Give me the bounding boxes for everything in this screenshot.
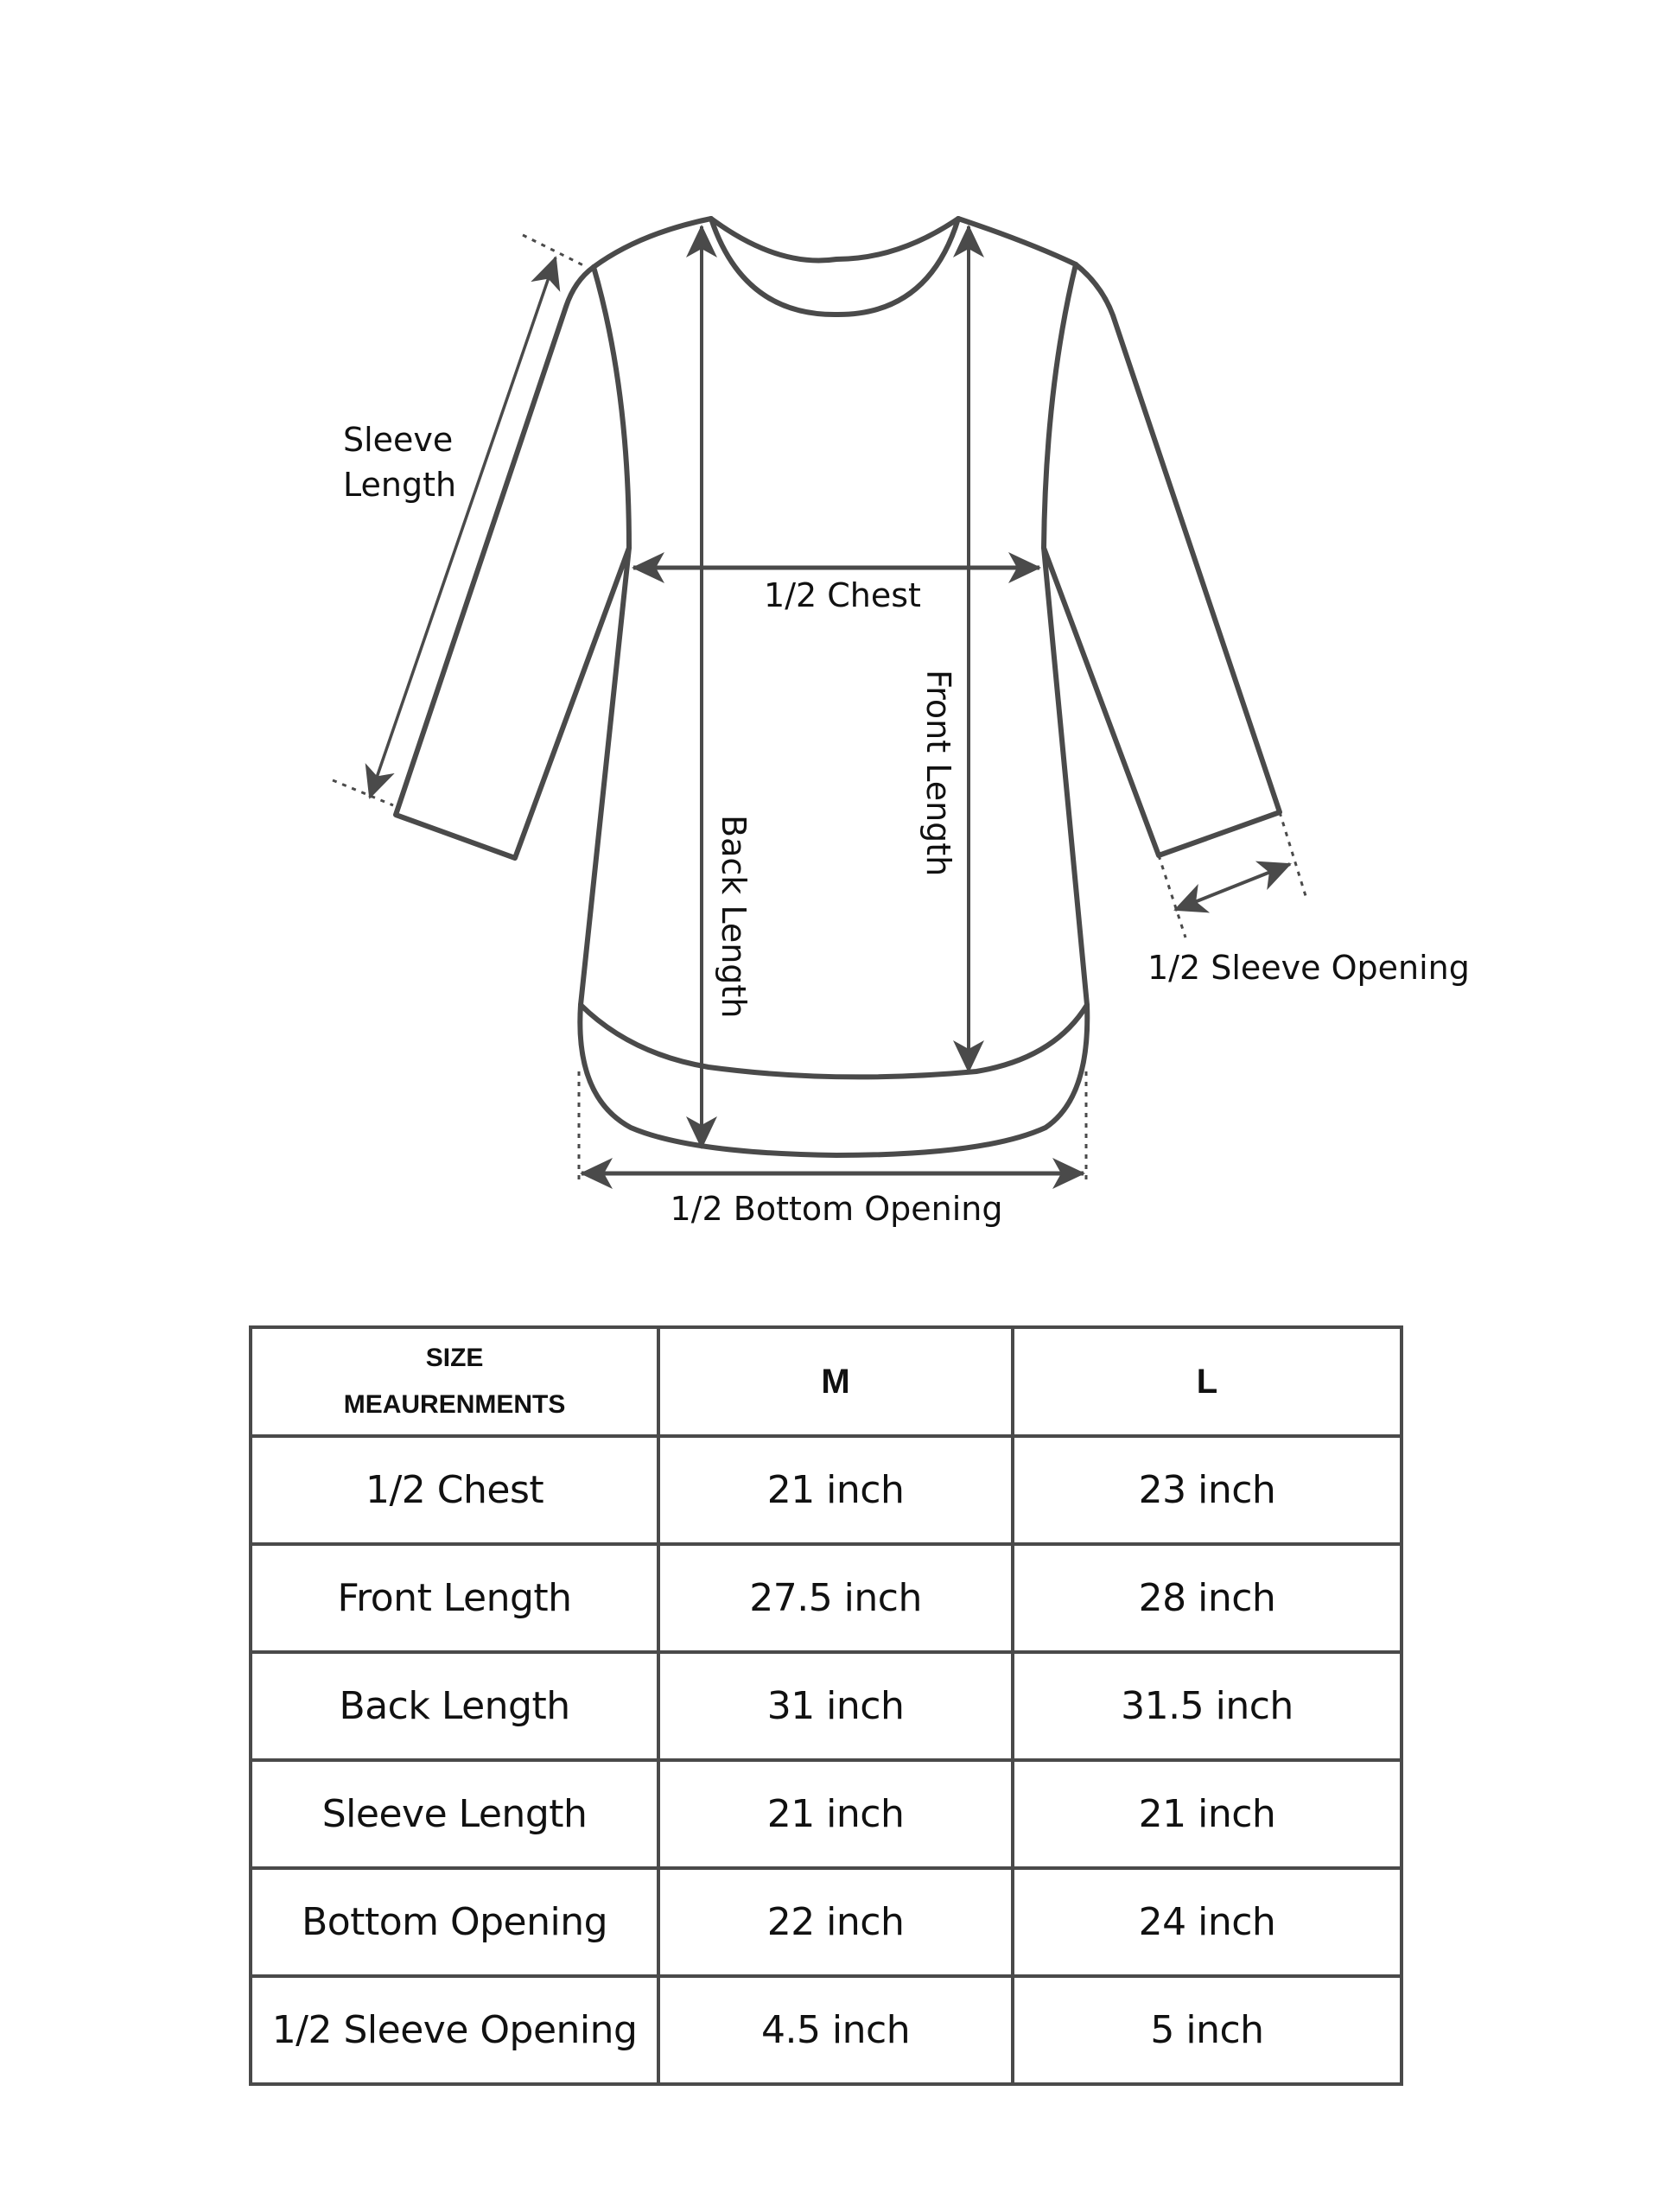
header-label-line2: MEAURENMENTS [343, 1390, 566, 1419]
right-sleeve [1044, 264, 1280, 855]
measurement-name: 1/2 Sleeve Opening [251, 1976, 658, 2084]
half-sleeve-opening-arrow [1175, 864, 1290, 910]
back-hem [580, 1005, 1087, 1155]
label-back-length: Back Length [715, 815, 753, 1019]
sleeve-length-arrow [370, 257, 556, 798]
table-row [251, 1544, 1402, 1652]
measurement-name: 1/2 Chest [251, 1436, 658, 1544]
value-m: 27.5 inch [658, 1544, 1013, 1652]
label-half-chest: 1/2 Chest [764, 576, 921, 614]
label-half-sleeve-opening: 1/2 Sleeve Opening [1147, 949, 1470, 987]
table-header-row [251, 1327, 1402, 1436]
header-size-l: L [1013, 1327, 1402, 1436]
label-front-length: Front Length [919, 670, 957, 877]
left-sleeve [396, 267, 629, 858]
left-body-side [581, 267, 629, 1005]
header-size-measurements [251, 1327, 658, 1436]
measurement-name: Front Length [251, 1544, 658, 1652]
value-l: 5 inch [1013, 1976, 1402, 2084]
front-hem [581, 1005, 1087, 1077]
garment-outline [396, 219, 1280, 1155]
value-m: 22 inch [658, 1868, 1013, 1976]
right-body-side [1044, 264, 1087, 1005]
sleeve-opening-dots-outer [1280, 812, 1306, 899]
value-m: 4.5 inch [658, 1976, 1013, 2084]
value-m: 21 inch [658, 1760, 1013, 1868]
value-m: 21 inch [658, 1436, 1013, 1544]
sleeve-length-dots-bottom [333, 780, 393, 805]
value-l: 31.5 inch [1013, 1652, 1402, 1760]
value-l: 23 inch [1013, 1436, 1402, 1544]
size-chart-table [249, 1325, 1403, 2086]
neckline-back [711, 219, 958, 260]
label-sleeve-length-1: Sleeve [343, 421, 454, 459]
left-shoulder-line [594, 219, 711, 267]
table-row [251, 1976, 1402, 2084]
table-row [251, 1652, 1402, 1760]
value-l: 28 inch [1013, 1544, 1402, 1652]
measurement-name: Sleeve Length [251, 1760, 658, 1868]
label-sleeve-length-2: Length [343, 466, 457, 504]
table-row [251, 1436, 1402, 1544]
header-label-line1: SIZE [425, 1344, 484, 1372]
value-l: 21 inch [1013, 1760, 1402, 1868]
header-size-m: M [658, 1327, 1013, 1436]
measurement-name: Bottom Opening [251, 1868, 658, 1976]
right-shoulder-line [958, 219, 1076, 264]
value-m: 31 inch [658, 1652, 1013, 1760]
table-row [251, 1760, 1402, 1868]
measurement-guides [333, 226, 1306, 1185]
table-row [251, 1868, 1402, 1976]
label-half-bottom-opening: 1/2 Bottom Opening [670, 1190, 1003, 1228]
sleeve-opening-dots-inner [1159, 855, 1185, 938]
neckline-front [711, 219, 958, 315]
value-l: 24 inch [1013, 1868, 1402, 1976]
measurement-name: Back Length [251, 1652, 658, 1760]
